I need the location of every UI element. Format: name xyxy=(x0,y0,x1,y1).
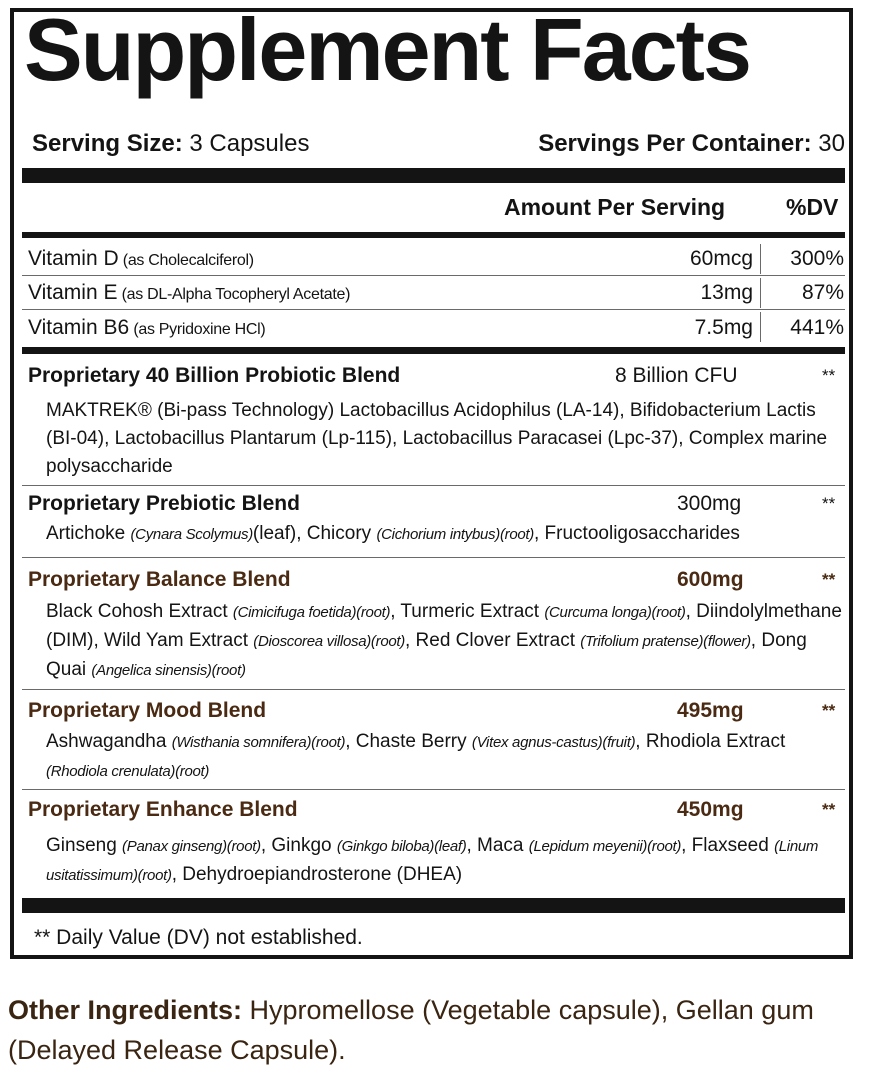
botanical-name: (Linum usitatissimum)(root) xyxy=(46,838,819,884)
other-ingredients xyxy=(8,990,868,1070)
medium-divider-header xyxy=(22,232,845,238)
mood-blend-dv: ** xyxy=(822,701,836,720)
botanical-name: (Wisthania somnifera)(root) xyxy=(171,734,346,751)
balance-blend-ingredients xyxy=(46,598,846,685)
amount-per-serving-header: Amount Per Serving xyxy=(504,194,726,220)
botanical-name: (Cynara Scolymus) xyxy=(130,526,253,543)
probiotic-blend-amount: 8 Billion CFU xyxy=(615,364,738,387)
dv-header: %DV xyxy=(786,194,839,220)
botanical-name: (Trifolium pratense)(flower) xyxy=(580,633,751,650)
vitamin-d-dv: 300% xyxy=(790,247,844,270)
column-divider xyxy=(760,312,761,342)
mood-blend-ingredients xyxy=(46,728,846,786)
ingredient-text: Ashwagandha xyxy=(46,731,172,752)
botanical-name: (Lepidum meyenii)(root) xyxy=(528,838,682,855)
ingredient-text: , Rhodiola Extract xyxy=(635,731,786,752)
botanical-name: (Rhodiola crenulata)(root) xyxy=(46,763,210,780)
ingredient-text: , Chaste Berry xyxy=(345,731,472,752)
ingredient-text: , Dong Quai xyxy=(46,630,807,680)
vitamin-d-label: Vitamin D (as Cholecalciferol) xyxy=(28,247,254,270)
botanical-name: (Curcuma longa)(root) xyxy=(544,604,686,621)
ingredient-text: , Red Clover Extract xyxy=(404,630,581,651)
row-divider xyxy=(22,557,845,558)
vitamin-d-amount: 60mcg xyxy=(689,247,753,270)
vitamin-e-amount: 13mg xyxy=(700,281,753,304)
ingredient-text: , Maca xyxy=(466,835,529,856)
prebiotic-blend-dv: ** xyxy=(822,494,836,513)
row-divider xyxy=(22,275,845,276)
vitamin-e-label: Vitamin E (as DL-Alpha Tocopheryl Acetate) xyxy=(28,281,351,304)
botanical-name: (Dioscorea villosa)(root) xyxy=(253,633,405,650)
ingredient-text: Artichoke xyxy=(46,523,131,544)
ingredient-text: Black Cohosh Extract xyxy=(46,601,233,622)
ingredient-text: Ginseng xyxy=(46,835,123,856)
balance-blend-name: Proprietary Balance Blend xyxy=(28,568,291,591)
botanical-name: (Cichorium intybus)(root) xyxy=(376,526,534,543)
botanical-name: (Angelica sinensis)(root) xyxy=(91,662,246,679)
enhance-blend-ingredients xyxy=(46,832,846,890)
medium-divider-vitamins xyxy=(22,347,845,354)
prebiotic-blend-name: Proprietary Prebiotic Blend xyxy=(28,492,300,515)
ingredient-text: MAKTREK® (Bi-pass Technology) Lactobacillus Acidophilus (LA-14), Bifidobacterium Lactis (BI-04), Lactobacillus Plantarum (Lp-115), Lactobacillus Paracasei (Lpc-37), Complex marine polysaccharide xyxy=(46,400,828,477)
servings-per-container-value: 30 xyxy=(811,130,845,157)
other-ingredients-text: Hypromellose (Vegetable capsule), Gellan gum (Delayed Release Capsule). xyxy=(8,995,814,1065)
probiotic-blend-dv: ** xyxy=(822,366,836,385)
botanical-name: (Cimicifuga foetida)(root) xyxy=(232,604,391,621)
thick-divider-bottom xyxy=(22,898,845,913)
row-divider xyxy=(22,689,845,690)
serving-size xyxy=(32,130,309,158)
servings-per-container-label: Servings Per Container: xyxy=(538,130,812,157)
enhance-blend-dv: ** xyxy=(822,800,836,819)
row-divider xyxy=(22,309,845,310)
botanical-name: (Panax ginseng)(root) xyxy=(122,838,261,855)
vitamin-e-dv: 87% xyxy=(801,281,844,304)
ingredient-text: , Dehydroepiandrosterone (DHEA) xyxy=(171,864,463,885)
botanical-name: (Vitex agnus-castus)(fruit) xyxy=(471,734,636,751)
row-divider xyxy=(22,789,845,790)
serving-size-value: 3 Capsules xyxy=(182,130,310,157)
balance-blend-amount: 600mg xyxy=(677,568,744,591)
page-title: Supplement Facts xyxy=(24,0,750,99)
ingredient-text: , Diindolylmethane (DIM), Wild Yam Extract xyxy=(46,601,842,651)
servings-per-container xyxy=(538,130,845,158)
ingredient-text: , Flaxseed xyxy=(681,835,775,856)
dv-footnote: ** Daily Value (DV) not established. xyxy=(34,926,363,949)
row-divider xyxy=(22,485,845,486)
serving-size-label: Serving Size: xyxy=(32,130,183,157)
enhance-blend-name: Proprietary Enhance Blend xyxy=(28,798,298,821)
other-ingredients-label: Other Ingredients: xyxy=(8,995,243,1025)
vitamin-b6-dv: 441% xyxy=(790,316,844,339)
column-divider xyxy=(760,244,761,274)
mood-blend-amount: 495mg xyxy=(677,699,744,722)
ingredient-text: , Ginkgo xyxy=(260,835,337,856)
column-divider xyxy=(760,278,761,308)
probiotic-blend-ingredients xyxy=(46,397,846,481)
thick-divider-top xyxy=(22,168,845,183)
vitamin-b6-label: Vitamin B6 (as Pyridoxine HCl) xyxy=(28,316,266,339)
botanical-name: (Ginkgo biloba)(leaf) xyxy=(336,838,467,855)
ingredient-text: (leaf), Chicory xyxy=(252,523,377,544)
probiotic-blend-name: Proprietary 40 Billion Probiotic Blend xyxy=(28,364,401,387)
mood-blend-name: Proprietary Mood Blend xyxy=(28,699,267,722)
prebiotic-blend-amount: 300mg xyxy=(677,492,742,515)
vitamin-b6-amount: 7.5mg xyxy=(694,316,753,339)
ingredient-text: , Turmeric Extract xyxy=(390,601,545,622)
prebiotic-blend-ingredients xyxy=(46,520,846,549)
balance-blend-dv: ** xyxy=(822,570,836,589)
enhance-blend-amount: 450mg xyxy=(677,798,744,821)
ingredient-text: , Fructooligosaccharides xyxy=(534,523,740,544)
